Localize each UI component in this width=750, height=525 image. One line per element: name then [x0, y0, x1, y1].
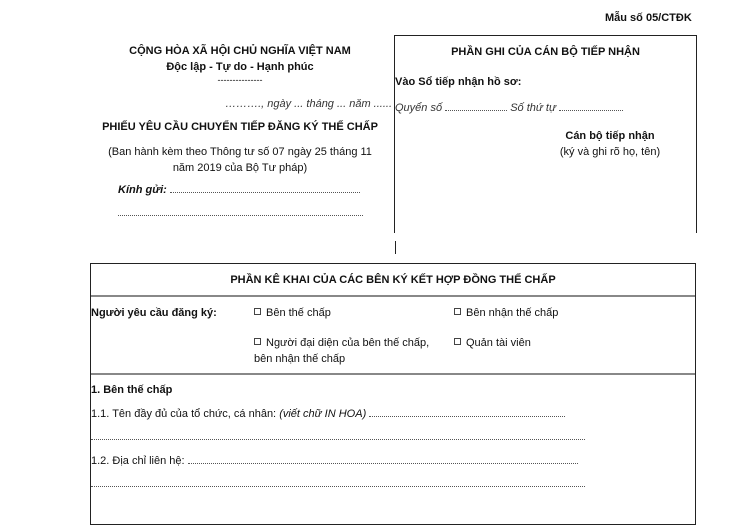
subtitle-line-1: (Ban hành kèm theo Thông tư số 07 ngày 25 tháng 11 [108, 146, 372, 158]
divider [91, 373, 695, 375]
recipient-field-line-2[interactable] [118, 206, 363, 219]
requester-label: Người yêu cầu đăng ký: [91, 307, 217, 319]
field-1-2-input[interactable] [188, 454, 578, 464]
declaration-title: PHẦN KÊ KHAI CỦA CÁC BÊN KÝ KẾT HỢP ĐỒNG THẾ CHẤP [230, 274, 556, 286]
date-line: ………., ngày ... tháng ... năm ...... [225, 98, 392, 110]
book-label: Quyển số [395, 102, 443, 114]
receiver-box [394, 35, 697, 233]
option-representative[interactable]: Người đại diện của bên thế chấp, [254, 337, 429, 349]
form-title: PHIẾU YÊU CẦU CHUYỂN TIẾP ĐĂNG KÝ THẾ CHẤP [102, 121, 378, 133]
field-1-1-line-2[interactable] [91, 430, 585, 443]
book-order-row [395, 101, 623, 114]
section-1-heading: 1. Bên thế chấp [91, 384, 173, 396]
recipient-field[interactable] [170, 183, 360, 193]
order-number-field[interactable] [559, 101, 623, 111]
field-1-1-input[interactable] [369, 407, 565, 417]
receiver-box-title: PHẦN GHI CỦA CÁN BỘ TIẾP NHẬN [451, 46, 640, 58]
option-administrator[interactable]: Quản tài viên [454, 337, 531, 349]
option-mortgagee[interactable]: Bên nhận thế chấp [454, 307, 558, 319]
officer-title: Cán bộ tiếp nhận [565, 130, 655, 142]
order-label: Số thứ tự [510, 102, 556, 114]
field-1-2-label: 1.2. Địa chỉ liên hệ: [91, 455, 185, 467]
subtitle-line-2: năm 2019 của Bộ Tư pháp) [172, 162, 308, 174]
officer-note: (ký và ghi rõ họ, tên) [559, 146, 661, 158]
option-mortgagor[interactable]: Bên thế chấp [254, 307, 331, 319]
field-1-1-label: 1.1. Tên đầy đủ của tổ chức, cá nhân: [91, 408, 277, 420]
recipient-label: Kính gửi: [118, 184, 167, 196]
form-code: Mẫu số 05/CTĐK [605, 12, 692, 24]
separator: --------------- [217, 75, 263, 85]
checkbox-icon [454, 308, 461, 315]
field-1-1-hint: (viết chữ IN HOA) [279, 408, 367, 420]
checkbox-icon [254, 308, 261, 315]
checkbox-icon [454, 338, 461, 345]
declaration-box [90, 263, 696, 525]
record-label: Vào Sổ tiếp nhận hồ sơ: [395, 76, 522, 88]
country-name: CỘNG HÒA XÃ HỘI CHỦ NGHĨA VIỆT NAM [129, 45, 351, 57]
checkbox-icon [254, 338, 261, 345]
motto: Độc lập - Tự do - Hạnh phúc [166, 61, 314, 73]
text-cursor [395, 241, 396, 254]
field-1-2-line-2[interactable] [91, 477, 585, 490]
field-1-1-row [91, 407, 565, 420]
field-1-2-row [91, 454, 578, 467]
recipient-row [118, 183, 360, 196]
option-representative-line-2: bên nhận thế chấp [254, 353, 346, 365]
divider [91, 295, 695, 297]
book-number-field[interactable] [445, 101, 507, 111]
